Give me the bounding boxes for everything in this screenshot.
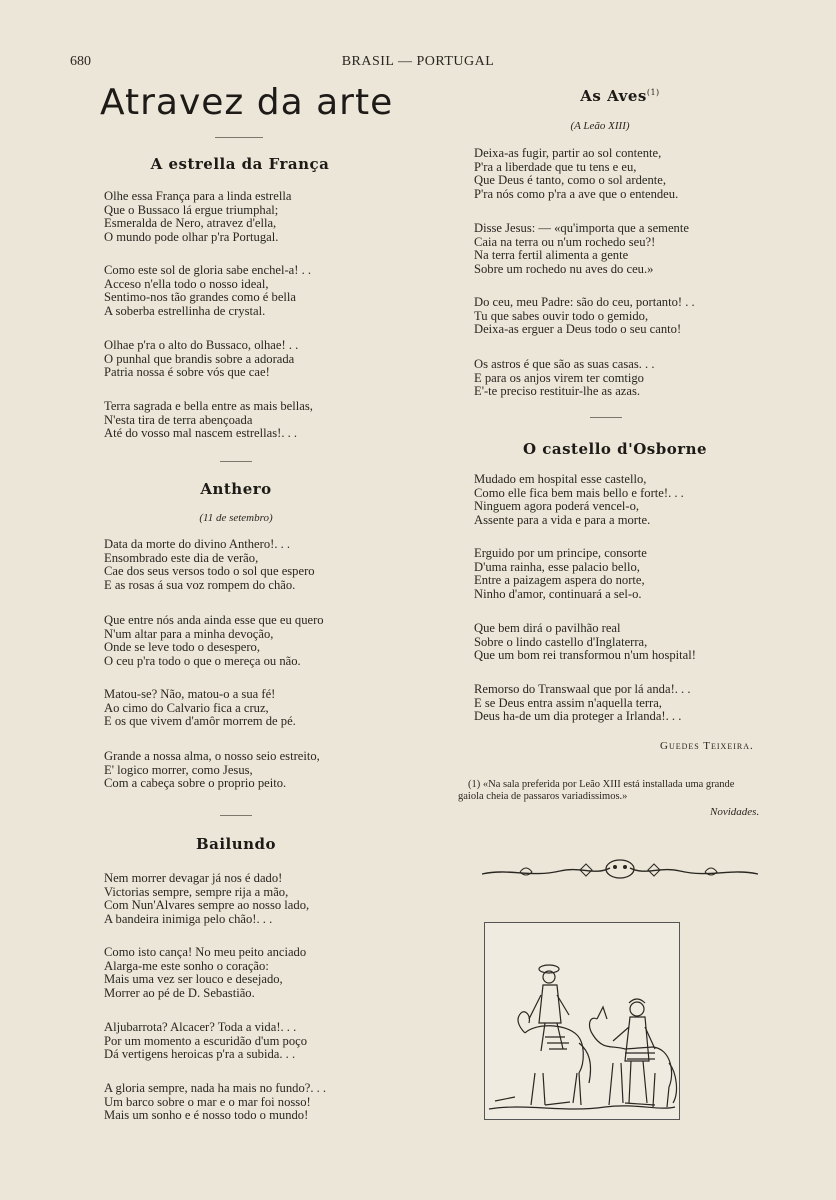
stanza: Olhe essa França para a linda estrella Que o Bussaco lá ergue triumphal; Esmeralda de Nero, atravez d'ella, O mundo pode olhar p'ra Portugal. xyxy=(104,189,292,244)
horsemen-illustration-icon xyxy=(485,923,679,1119)
stanza: Que entre nós anda ainda esse que eu quero N'um altar para a minha devoção, Onde se leve todo o desespero, O ceu p'ra todo o que o mereça ou não. xyxy=(104,613,324,668)
stanza: Do ceu, meu Padre: são do ceu, portanto! . . Tu que sabes ouvir todo o gemido, Deixa-as erguer a Deus todo o seu canto! xyxy=(474,295,695,337)
stanza: Terra sagrada e bella entre as mais bellas, N'esta tira de terra abençoada Até do vosso mal nascem estrellas!. . . xyxy=(104,399,313,441)
poem-title-castello: O castello d'Osborne xyxy=(522,440,708,458)
stanza: Aljubarrota? Alcacer? Toda a vida!. . . Por um momento a escuridão d'um poço Dá vertigens heroicas p'ra a subida. . . xyxy=(104,1020,308,1062)
poem-title-bailundo: Bailundo xyxy=(195,835,277,853)
stanza: Como este sol de gloria sabe enchel-a! . . Acceso n'ella todo o nosso ideal, Sentimo-nos tão grandes como é bella A soberba estrellinha de crystal. xyxy=(104,263,312,318)
stanza: Grande a nossa alma, o nosso seio estreito, E' logico morrer, como Jesus, Com a cabeça sobre o proprio peito. xyxy=(104,749,320,791)
footnote-source: Novidades. xyxy=(710,806,760,818)
stanza: Remorso do Transwaal que por lá anda!. . . E se Deus entra assim n'aquella terra, Deus ha-de um dia proteger a Irlanda!. . . xyxy=(474,682,691,724)
stanza: Que bem dirá o pavilhão real Sobre o lindo castello d'Inglaterra, Que um bom rei transformou n'um hospital! xyxy=(474,621,696,663)
page-number: 680 xyxy=(70,54,91,69)
illustration-travellers xyxy=(484,922,680,1120)
poem-divider xyxy=(220,461,252,462)
stanza: Disse Jesus: — «qu'importa que a semente Caia na terra ou n'um rochedo seu?! Na terra fertil alimenta a gente Sobre um rochedo nu aves do ceu.» xyxy=(474,221,689,276)
poem-subtitle: (11 de setembro) xyxy=(199,512,273,524)
stanza: Data da morte do divino Anthero!. . . Ensombrado este dia de verão, Cae dos seus versos todo o sol que espero E as rosas á sua voz rompem do chão. xyxy=(104,537,315,592)
footnote: (1) «Na sala preferida por Leão XIII está installada uma grande gaiola cheia de passaros variadissimos.» xyxy=(458,779,735,802)
author-signature: Guedes Teixeira. xyxy=(660,740,754,752)
section-title: Atravez da arte xyxy=(100,82,394,123)
stanza: Mudado em hospital esse castello, Como elle fica bem mais bello e forte!. . . Ninguem agora poderá vencel-o, Assente para a vida e para a morte. xyxy=(474,472,684,527)
stanza: Olhae p'ra o alto do Bussaco, olhae! . . O punhal que brandis sobre a adorada Patria nossa é sobre vós que cae! xyxy=(104,338,299,380)
stanza: Nem morrer devagar já nos é dado! Victorias sempre, sempre rija a mão, Com Nun'Alvares sempre ao nosso lado, A bandeira inimiga pelo chão!. . . xyxy=(104,871,310,926)
stanza: Deixa-as fugir, partir ao sol contente, P'ra a liberdade que tu tens e eu, Que Deus é tanto, como o sol ardente, P'ra nós como p'ra a ave que o entendeu. xyxy=(474,146,679,201)
stanza: Erguido por um principe, consorte D'uma rainha, esse palacio bello, Entre a paizagem aspera do norte, Ninho d'amor, continuará a sel-o. xyxy=(474,546,647,601)
stanza: Os astros é que são as suas casas. . . E para os anjos virem ter comtigo E'-te preciso restituir-lhe as azas. xyxy=(474,357,655,399)
stanza: Como isto cança! No meu peito anciado Alarga-me este sonho o coração: Mais uma vez ser louco e desejado, Morrer ao pé de D. Sebastião. xyxy=(104,945,307,1000)
poem-title-estrella: A estrella da França xyxy=(150,155,330,173)
stanza: A gloria sempre, nada ha mais no fundo?. . . Um barco sobre o mar e o mar foi nosso! Mais um sonho e é nosso todo o mundo! xyxy=(104,1081,327,1123)
poem-divider xyxy=(590,417,622,418)
poem-title-aves: As Aves$^{(1)}$ xyxy=(580,87,660,105)
poem-divider xyxy=(220,815,252,816)
stanza: Matou-se? Não, matou-o a sua fé! Ao cimo do Calvario fica a cruz, E os que vivem d'amôr morrem de pé. xyxy=(104,687,296,729)
running-header: BRASIL — PORTUGAL xyxy=(341,54,495,69)
title-divider xyxy=(215,137,263,138)
ornament-divider-icon xyxy=(480,858,760,884)
footnote-marker: (1) xyxy=(646,88,660,97)
poem-subtitle: (A Leão XIII) xyxy=(570,120,630,132)
poem-title-anthero: Anthero xyxy=(200,480,272,498)
